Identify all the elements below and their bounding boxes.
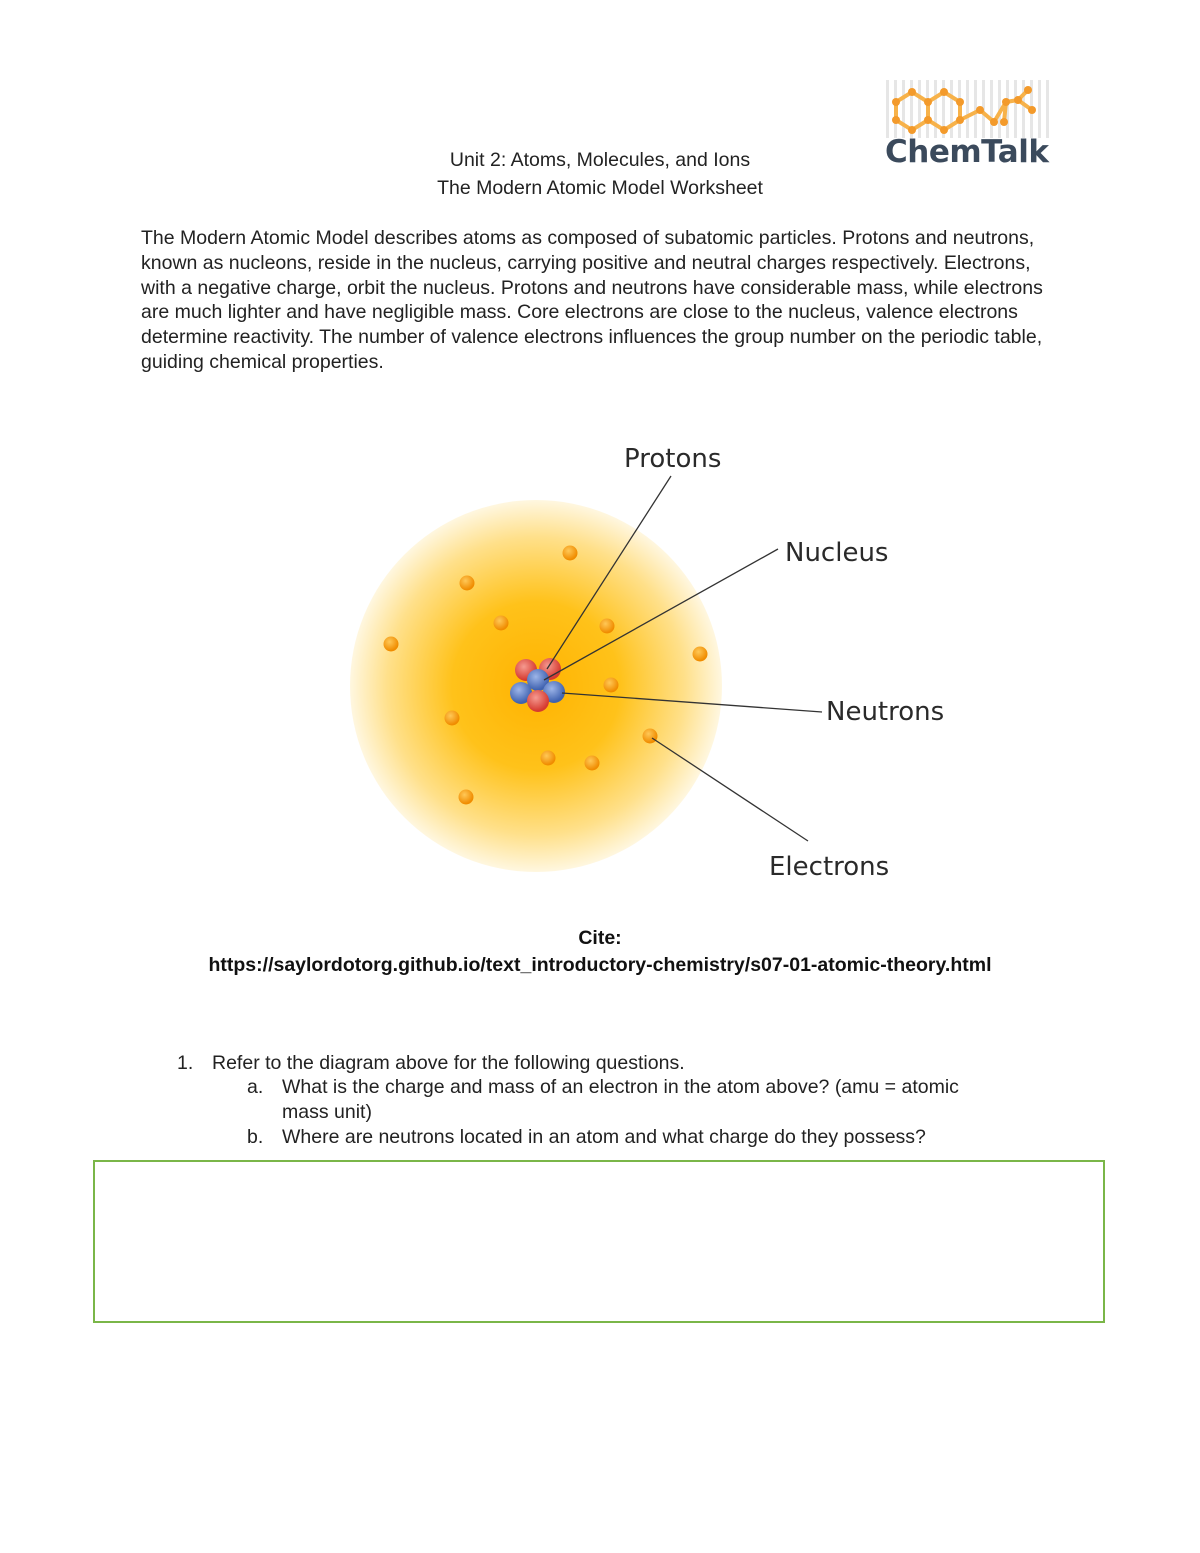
- label-electrons: Electrons: [769, 852, 890, 882]
- label-nucleus: Nucleus: [785, 538, 889, 568]
- electron: [384, 637, 399, 652]
- electron: [541, 751, 556, 766]
- cite-url[interactable]: https://saylordotorg.github.io/text_introductory-chemistry/s07-01-atomic-theory.html: [208, 954, 992, 976]
- label-neutrons: Neutrons: [826, 697, 945, 727]
- proton: [527, 690, 549, 712]
- electron: [459, 790, 474, 805]
- electron: [600, 619, 615, 634]
- electron: [643, 729, 658, 744]
- logo-text: ChemTalk: [885, 134, 1049, 170]
- electron: [494, 616, 509, 631]
- electron: [460, 576, 475, 591]
- cite-label: Cite:: [578, 927, 622, 949]
- label-protons: Protons: [624, 444, 722, 474]
- worksheet-title: The Modern Atomic Model Worksheet: [437, 177, 763, 199]
- question-a-text-line1: What is the charge and mass of an electron in the atom above? (amu = atomic: [282, 1076, 959, 1098]
- electron: [604, 678, 619, 693]
- question-a-letter: a.: [247, 1076, 264, 1098]
- question-a-text-line2: mass unit): [282, 1101, 372, 1123]
- question-b-letter: b.: [247, 1126, 264, 1148]
- atom-diagram: [340, 430, 1060, 900]
- electron: [693, 647, 708, 662]
- unit-title: Unit 2: Atoms, Molecules, and Ions: [449, 149, 751, 171]
- question-b-text: Where are neutrons located in an atom and what charge do they possess?: [282, 1126, 926, 1148]
- question-1-text: Refer to the diagram above for the following questions.: [212, 1052, 685, 1074]
- electron: [585, 756, 600, 771]
- answer-box[interactable]: [93, 1160, 1105, 1323]
- electron: [445, 711, 460, 726]
- intro-paragraph: The Modern Atomic Model describes atoms as composed of subatomic particles. Protons and neutrons, known as nucleons, reside in the nucleus, carrying positive and neutral charges respectively. Electrons, with a negative charge, orbit the nucleus. Protons and neutrons have considerable mass, while electrons are much lighter and have negligible mass. Core electrons are close to the nucleus, valence electrons determine reactivity. The number of valence electrons influences the group number on the periodic table, guiding chemical properties.: [141, 227, 1043, 373]
- electron: [563, 546, 578, 561]
- question-1-number: 1.: [177, 1052, 194, 1074]
